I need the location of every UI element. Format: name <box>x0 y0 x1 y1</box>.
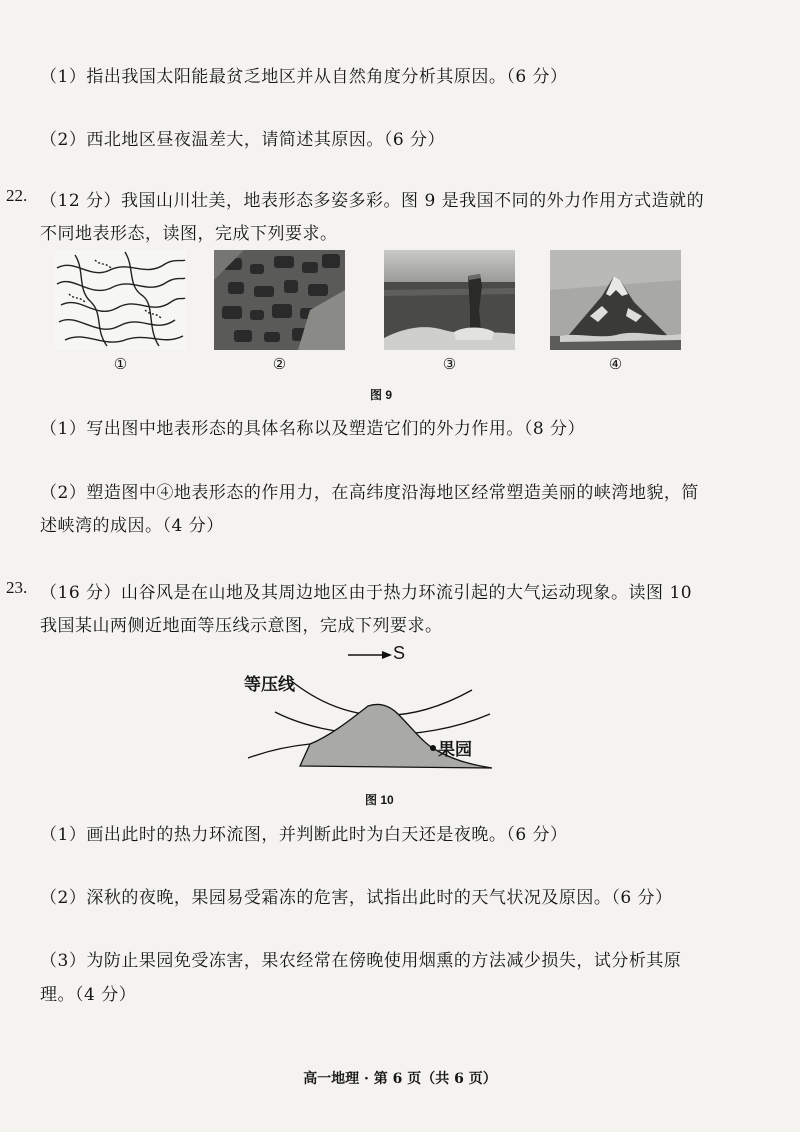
q21-part2: （2）西北地区昼夜温差大，请简述其原因。（6 分） <box>40 130 446 150</box>
orchard-label: 果园 <box>438 740 472 760</box>
direction-label: S <box>393 643 406 663</box>
q22-stem-line2: 不同地表形态，读图，完成下列要求。 <box>40 224 338 244</box>
q21-part1: （1）指出我国太阳能最贫乏地区并从自然角度分析其原因。（6 分） <box>40 67 568 87</box>
q23-part3-line1: （3）为防止果园免受冻害，果农经常在傍晚使用烟熏的方法减少损失，试分析其原 <box>40 951 682 971</box>
orchard-dot <box>430 745 436 751</box>
figure9-photo-2-eroded-rock <box>214 250 345 350</box>
figure10-diagram <box>240 640 510 780</box>
isobar-label: 等压线 <box>244 675 295 695</box>
figure9-photo-1-meander-sketch <box>55 250 186 350</box>
q22-number: 22. <box>6 186 28 205</box>
q22-stem-line1: （12 分）我国山川壮美，地表形态多姿多彩。图 9 是我国不同的外力作用方式造就的 <box>40 191 705 211</box>
figure9-caption: 图 9 <box>370 388 393 402</box>
q23-stem-line1: （16 分）山谷风是在山地及其周边地区由于热力环流引起的大气运动现象。读图 10 <box>40 583 693 603</box>
figure9-label-3: ③ <box>442 355 457 373</box>
figure9-label-4: ④ <box>608 355 623 373</box>
figure9-photo-4-glacial-horn <box>550 250 681 350</box>
q23-number: 23. <box>6 578 28 597</box>
ground-left <box>248 744 310 758</box>
figure9-photo-3-sea-stack <box>384 250 515 350</box>
q23-stem-line2: 我国某山两侧近地面等压线示意图，完成下列要求。 <box>40 616 443 636</box>
figure9-label-1: ① <box>113 355 128 373</box>
q23-part3-line2: 理。（4 分） <box>40 985 137 1005</box>
figure9-label-2: ② <box>272 355 287 373</box>
q23-part2: （2）深秋的夜晚，果园易受霜冻的危害，试指出此时的天气状况及原因。（6 分） <box>40 888 673 908</box>
q22-part2-line2: 述峡湾的成因。（4 分） <box>40 516 224 536</box>
arrow-head-icon <box>382 651 392 659</box>
q22-part2-line1: （2）塑造图中④地表形态的作用力，在高纬度沿海地区经常塑造美丽的峡湾地貌，简 <box>40 483 699 503</box>
q22-part1: （1）写出图中地表形态的具体名称以及塑造它们的外力作用。（8 分） <box>40 419 586 439</box>
page-footer: 高一地理 · 第 6 页（共 6 页） <box>303 1071 497 1087</box>
figure10-caption: 图 10 <box>365 793 394 807</box>
q23-part1: （1）画出此时的热力环流图，并判断此时为白天还是夜晚。（6 分） <box>40 825 568 845</box>
